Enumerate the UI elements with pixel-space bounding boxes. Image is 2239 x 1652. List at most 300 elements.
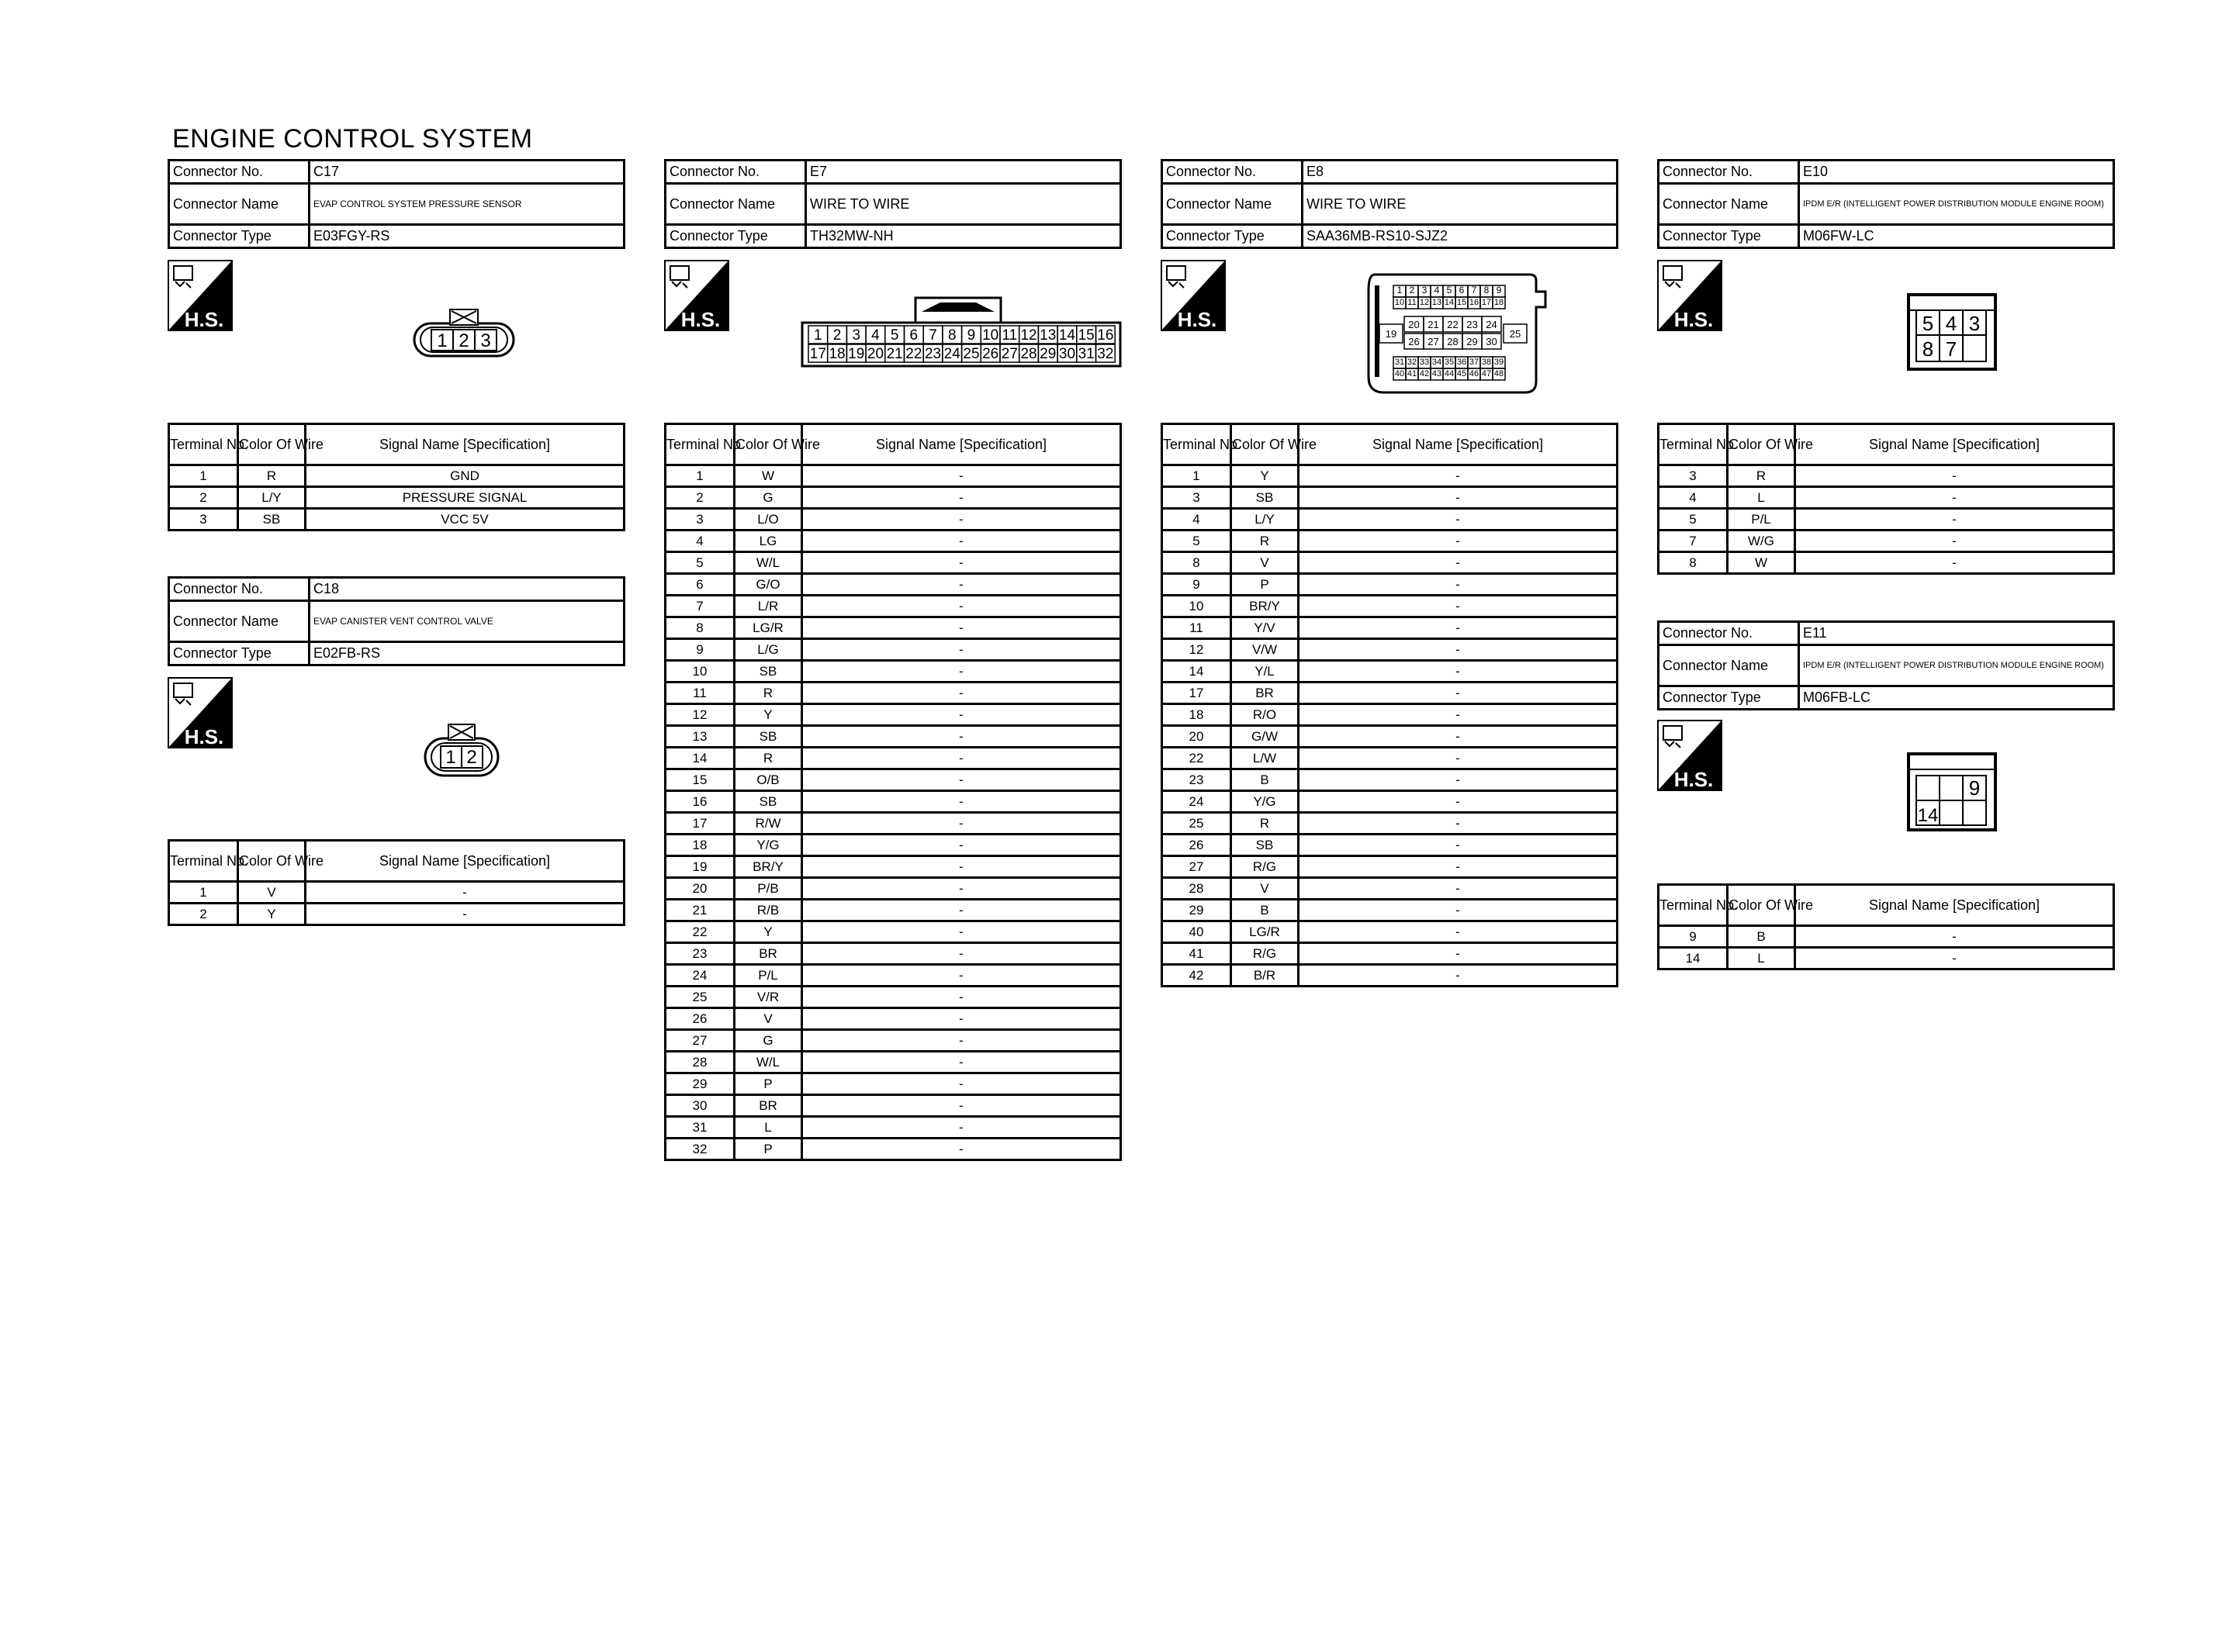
terminal-no: 20 [1162,726,1231,748]
connector-name-value: IPDM E/R (INTELLIGENT POWER DISTRIBUTION MODULE ENGINE ROOM) [1799,184,2114,225]
wire-color-header: Color Of Wire [238,841,306,882]
connector-name-value: WIRE TO WIRE [1303,184,1618,225]
terminal-no-header: Terminal No. [666,424,735,465]
terminal-no: 7 [1659,531,1728,552]
signal-name: - [802,683,1121,704]
wire-color-header: Color Of Wire [735,424,802,465]
signal-name: - [802,921,1121,943]
terminal-no-header: Terminal No. [169,424,238,465]
pin-number: 18 [829,346,846,362]
connector-name-value: IPDM E/R (INTELLIGENT POWER DISTRIBUTION MODULE ENGINE ROOM) [1799,645,2114,686]
signal-name: - [802,1117,1121,1139]
pin-number: 1 [814,327,822,344]
table-row [666,835,1121,856]
signal-name: - [306,904,625,925]
pin-number: 27 [1001,346,1018,362]
table-row [666,769,1121,791]
table-row [169,904,625,925]
wire-color: L/Y [1231,509,1299,531]
signal-name: - [1795,552,2114,574]
table-row [1162,509,1618,531]
svg-text:7: 7 [1945,337,1957,361]
table-row [1162,878,1618,900]
connector-no-value: E7 [806,161,1121,184]
wire-color: P [735,1073,802,1095]
table-row [666,1052,1121,1073]
table-row [666,748,1121,769]
signal-name: - [1795,465,2114,487]
pin-number: 48 [1493,369,1504,378]
signal-name: - [802,509,1121,531]
terminal-no: 12 [1162,639,1231,661]
connector-type-value: M06FW-LC [1799,225,2114,248]
pin-number: 11 [1002,327,1018,344]
signal-name: - [802,1139,1121,1160]
pin-number: 16 [1097,327,1114,344]
terminal-no: 26 [666,1008,735,1030]
signal-name: - [1299,617,1618,639]
pin-number: 4 [1434,285,1440,295]
terminal-no: 6 [666,574,735,596]
connector-name-label: Connector Name [169,184,310,225]
wire-color: L/O [735,509,802,531]
svg-text:25: 25 [1509,328,1521,340]
connector-type-label: Connector Type [169,642,310,665]
signal-name: - [802,661,1121,683]
wire-color: L/Y [238,487,306,509]
table-row [1162,813,1618,835]
wire-color: BR/Y [735,856,802,878]
terminal-no: 15 [666,769,735,791]
connector-type-label: Connector Type [1659,225,1799,248]
signal-name: - [1299,748,1618,769]
page-title: ENGINE CONTROL SYSTEM [172,124,533,154]
signal-name: - [802,1052,1121,1073]
connector-e7-header [664,159,1122,249]
pin-number: 19 [848,346,865,362]
signal-name: - [1299,531,1618,552]
wire-color: BR/Y [1231,596,1299,617]
wire-color: BR [735,943,802,965]
connector-name-label: Connector Name [666,184,806,225]
svg-text:14: 14 [1917,805,1939,826]
pin-number: 22 [1447,319,1459,330]
terminal-no: 18 [1162,704,1231,726]
signal-name: - [1795,531,2114,552]
svg-text:H.S.: H.S. [1177,308,1217,331]
hs-badge-icon [168,677,233,748]
wire-color: W/L [735,1052,802,1073]
connector-e11-header [1657,620,2115,710]
pin-number: 45 [1456,369,1467,378]
table-row [1162,552,1618,574]
wire-color: BR [735,1095,802,1117]
signal-name: - [306,882,625,904]
signal-name-header: Signal Name [Specification] [306,424,625,465]
connector-e8-header [1161,159,1618,249]
pin-number: 26 [1408,336,1420,347]
table-row [1162,704,1618,726]
table-row [1659,509,2114,531]
terminal-no: 8 [1659,552,1728,574]
wire-color: LG/R [1231,921,1299,943]
terminal-table-e8 [1161,423,1618,987]
pin-number: 11 [1407,298,1417,307]
wire-color: R [238,465,306,487]
terminal-no: 7 [666,596,735,617]
signal-name: - [802,617,1121,639]
terminal-no: 12 [666,704,735,726]
signal-name: - [802,552,1121,574]
terminal-no: 11 [1162,617,1231,639]
terminal-no: 11 [666,683,735,704]
pin-number: 4 [871,327,880,344]
connector-name-value: EVAP CANISTER VENT CONTROL VALVE [310,601,625,642]
table-row [666,531,1121,552]
table-row [666,639,1121,661]
wire-color: L/W [1231,748,1299,769]
signal-name: - [802,531,1121,552]
signal-name: - [802,639,1121,661]
wire-color: R [735,748,802,769]
connector-no-label: Connector No. [1659,622,1799,645]
wire-color: L/R [735,596,802,617]
wire-color: LG/R [735,617,802,639]
pin-number: 8 [1483,285,1490,295]
terminal-no: 9 [1162,574,1231,596]
connector-no-label: Connector No. [169,578,310,601]
table-row [1162,769,1618,791]
terminal-no: 42 [1162,965,1231,987]
pin-number: 29 [1466,336,1478,347]
terminal-no: 29 [1162,900,1231,921]
wire-color: B [1728,926,1795,948]
signal-name: - [802,1008,1121,1030]
table-row [666,661,1121,683]
table-row [1162,835,1618,856]
wire-color: V [1231,878,1299,900]
terminal-no: 26 [1162,835,1231,856]
wire-color: Y/G [1231,791,1299,813]
connector-no-value: E11 [1799,622,2114,645]
terminal-no: 5 [1162,531,1231,552]
wire-color: R/G [1231,856,1299,878]
svg-text:2: 2 [459,330,469,351]
terminal-no: 23 [666,943,735,965]
pin-number: 18 [1493,298,1504,307]
wire-color: B [1231,900,1299,921]
signal-name: - [802,465,1121,487]
pin-number: 10 [1394,298,1405,307]
table-row [1659,926,2114,948]
terminal-no: 8 [666,617,735,639]
pin-number: 41 [1407,369,1417,378]
hs-badge-icon [1657,720,1722,791]
terminal-no: 2 [169,904,238,925]
wire-color: Y [1231,465,1299,487]
table-row [666,1030,1121,1052]
terminal-no: 23 [1162,769,1231,791]
terminal-no: 13 [666,726,735,748]
signal-name: - [802,791,1121,813]
hs-badge-icon [664,260,729,331]
pin-number: 20 [867,346,884,362]
table-row [666,465,1121,487]
signal-name: - [1299,900,1618,921]
pin-number: 42 [1419,369,1430,378]
table-row [1162,487,1618,509]
signal-name-header: Signal Name [Specification] [1795,424,2114,465]
connector-e7-face [801,296,1123,373]
signal-name: PRESSURE SIGNAL [306,487,625,509]
signal-name: - [1299,639,1618,661]
terminal-no: 24 [1162,791,1231,813]
connector-e8-face [1364,273,1550,399]
connector-no-value: E8 [1303,161,1618,184]
pin-number: 22 [905,346,922,362]
pin-number: 23 [924,346,942,362]
terminal-no: 10 [666,661,735,683]
terminal-no: 1 [169,465,238,487]
wire-color: SB [735,661,802,683]
terminal-no: 27 [1162,856,1231,878]
pin-number: 28 [1020,346,1037,362]
wire-color: O/B [735,769,802,791]
terminal-no: 14 [1659,948,1728,969]
pin-number: 8 [947,327,957,344]
signal-name: - [1299,465,1618,487]
table-row [666,596,1121,617]
wire-color: R/G [1231,943,1299,965]
terminal-no: 41 [1162,943,1231,965]
pin-number: 5 [890,327,899,344]
table-row [1659,487,2114,509]
pin-number: 30 [1486,336,1497,347]
table-row [666,726,1121,748]
wire-color: G [735,1030,802,1052]
wire-color: P/B [735,878,802,900]
pin-number: 31 [1394,358,1405,367]
pin-number: 6 [909,327,919,344]
connector-e10-header [1657,159,2115,249]
connector-name-label: Connector Name [1162,184,1303,225]
connector-type-value: SAA36MB-RS10-SJZ2 [1303,225,1618,248]
signal-name: - [802,726,1121,748]
pin-number: 7 [929,327,937,344]
wire-color: R [735,683,802,704]
svg-text:3: 3 [1968,312,1981,335]
pin-number: 39 [1493,358,1504,367]
table-row [169,509,625,531]
pin-number: 23 [1466,319,1478,330]
pin-number: 7 [1471,285,1477,295]
signal-name: - [1299,487,1618,509]
signal-name-header: Signal Name [Specification] [1795,885,2114,926]
pin-number: 26 [982,346,999,362]
signal-name-header: Signal Name [Specification] [1299,424,1618,465]
wire-color: B [1231,769,1299,791]
wire-color: SB [735,791,802,813]
terminal-no: 14 [1162,661,1231,683]
connector-c18-face [422,721,503,783]
svg-text:H.S.: H.S. [680,308,721,331]
signal-name: - [1299,683,1618,704]
terminal-table-e10 [1657,423,2115,575]
table-row [666,791,1121,813]
connector-no-value: C17 [310,161,625,184]
pin-number: 5 [1446,285,1452,295]
pin-number: 40 [1394,369,1405,378]
table-row [1162,639,1618,661]
wire-color: SB [1231,835,1299,856]
pin-number: 44 [1444,369,1455,378]
table-row [1162,748,1618,769]
svg-text:1: 1 [445,747,456,768]
pin-number: 15 [1456,298,1467,307]
terminal-no: 31 [666,1117,735,1139]
signal-name: - [802,856,1121,878]
svg-text:1: 1 [437,330,448,351]
terminal-table-c17 [168,423,625,531]
terminal-no: 4 [1659,487,1728,509]
wire-color-header: Color Of Wire [238,424,306,465]
terminal-no: 3 [169,509,238,531]
connector-name-label: Connector Name [1659,645,1799,686]
pin-number: 2 [1409,285,1415,295]
wire-color: G/O [735,574,802,596]
table-row [1162,683,1618,704]
pin-number: 13 [1040,327,1057,344]
svg-text:9: 9 [1968,776,1981,800]
wire-color: Y [735,921,802,943]
connector-no-label: Connector No. [1162,161,1303,184]
table-row [1162,574,1618,596]
signal-name: - [802,1030,1121,1052]
pin-number: 9 [1496,285,1502,295]
table-row [666,856,1121,878]
hs-badge-icon [1657,260,1722,331]
terminal-no: 29 [666,1073,735,1095]
signal-name: - [1299,769,1618,791]
pin-number: 17 [809,346,826,362]
table-row [1162,965,1618,987]
table-row [1162,617,1618,639]
wire-color: Y [735,704,802,726]
terminal-no: 20 [666,878,735,900]
signal-name: - [1795,948,2114,969]
signal-name: - [802,596,1121,617]
signal-name: - [1299,704,1618,726]
svg-text:2: 2 [466,747,477,768]
wire-color: L [735,1117,802,1139]
pin-number: 16 [1469,298,1479,307]
pin-number: 32 [1407,358,1417,367]
terminal-no: 21 [666,900,735,921]
svg-text:5: 5 [1922,312,1934,335]
connector-no-value: C18 [310,578,625,601]
table-row [666,813,1121,835]
pin-number: 13 [1431,298,1442,307]
wire-color: W/G [1728,531,1795,552]
wire-color: R/B [735,900,802,921]
signal-name: - [1299,835,1618,856]
signal-name: - [802,813,1121,835]
table-row [1659,465,2114,487]
pin-number: 9 [967,327,976,344]
pin-number: 36 [1456,358,1467,367]
connector-no-value: E10 [1799,161,2114,184]
wire-color: R [1728,465,1795,487]
wire-color: B/R [1231,965,1299,987]
signal-name: - [1299,552,1618,574]
pin-number: 25 [963,346,980,362]
signal-name: - [802,704,1121,726]
table-row [1162,943,1618,965]
table-row [666,987,1121,1008]
connector-type-label: Connector Type [666,225,806,248]
pin-number: 28 [1447,336,1459,347]
wire-color: SB [735,726,802,748]
pin-number: 43 [1431,369,1442,378]
pin-number: 35 [1444,358,1455,367]
table-row [666,1095,1121,1117]
signal-name: - [802,878,1121,900]
svg-text:H.S.: H.S. [1673,308,1714,331]
signal-name: - [1795,509,2114,531]
wire-color: R/O [1231,704,1299,726]
connector-e10-face [1907,293,1998,376]
terminal-no-header: Terminal No. [1659,424,1728,465]
pin-number: 10 [982,327,999,344]
terminal-no: 32 [666,1139,735,1160]
terminal-table-e11 [1657,883,2115,970]
wire-color: P/L [735,965,802,987]
table-row [1659,552,2114,574]
wire-color: W [1728,552,1795,574]
signal-name: - [1299,596,1618,617]
wire-color: Y/L [1231,661,1299,683]
wire-color: BR [1231,683,1299,704]
signal-name: - [802,574,1121,596]
signal-name: - [802,1073,1121,1095]
wire-color: W/L [735,552,802,574]
table-row [666,1073,1121,1095]
terminal-no: 9 [1659,926,1728,948]
table-row [169,465,625,487]
table-row [666,921,1121,943]
svg-text:19: 19 [1385,328,1397,340]
wire-color: Y/V [1231,617,1299,639]
signal-name: - [802,1095,1121,1117]
pin-number: 15 [1078,327,1095,344]
table-row [666,552,1121,574]
signal-name: - [1299,726,1618,748]
table-row [1162,531,1618,552]
table-row [666,965,1121,987]
svg-text:3: 3 [480,330,491,351]
terminal-no: 22 [1162,748,1231,769]
signal-name: - [802,900,1121,921]
table-row [666,683,1121,704]
connector-name-value: WIRE TO WIRE [806,184,1121,225]
pin-number: 2 [832,327,842,344]
signal-name: - [1299,965,1618,987]
signal-name: - [802,769,1121,791]
wire-color: V/W [1231,639,1299,661]
signal-name: - [1299,574,1618,596]
signal-name: VCC 5V [306,509,625,531]
pin-number: 24 [1486,319,1497,330]
